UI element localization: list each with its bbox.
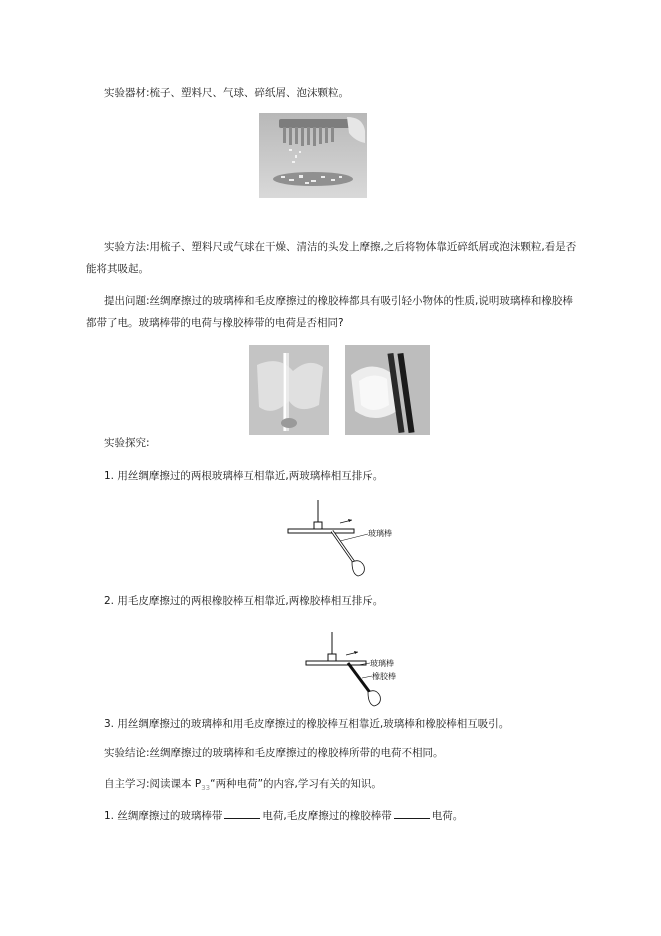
glass-rods-photo (249, 345, 329, 435)
step2-text: 2. 用毛皮摩擦过的两根橡胶棒互相靠近,两橡胶棒相互排斥。 (104, 595, 384, 607)
fill-blank-1[interactable] (224, 808, 260, 819)
figure-glass-rods (282, 500, 392, 584)
materials-text: 实验器材:梳子、塑料尺、气球、碎纸屑、泡沫颗粒。 (104, 87, 350, 99)
question-paragraph: 提出问题:丝绸摩擦过的玻璃棒和毛皮摩擦过的橡胶棒都具有吸引轻小物体的性质,说明玻璃棒和橡胶棒都带了电。玻璃棒带的电荷与橡胶棒带的电荷是否相同? (86, 295, 573, 329)
comb-photo (259, 113, 367, 198)
method-paragraph: 实验方法:用梳子、塑料尺或气球在干燥、清洁的头发上摩擦,之后将物体靠近碎纸屑或泡沫颗粒,看是否能将其吸起。 (86, 241, 577, 275)
page-number-subscript: 33 (201, 784, 211, 793)
self-study-text: 自主学习:阅读课本 $P_{33}“$两种电荷”的内容,学习有关的知识。 (104, 778, 382, 793)
question1-text: 1. 丝绸摩擦过的玻璃棒带 电荷,毛皮摩擦过的橡胶棒带 电荷。 (104, 810, 464, 822)
rubber-rods-photo (345, 345, 430, 435)
glass-rod-label-2: 玻璃棒 (370, 659, 394, 668)
glass-rod-label: 玻璃棒 (368, 529, 392, 538)
conclusion-text: 实验结论:丝绸摩擦过的玻璃棒和毛皮摩擦过的橡胶棒所带的电荷不相同。 (104, 747, 444, 759)
rubber-rod-label: 橡胶棒 (372, 672, 396, 681)
step3-text: 3. 用丝绸摩擦过的玻璃棒和用毛皮摩擦过的橡胶棒互相靠近,玻璃棒和橡胶棒相互吸引。 (104, 718, 510, 730)
figure-glass-and-rubber-rods (302, 632, 402, 712)
explore-heading: 实验探究: (104, 437, 150, 449)
step1-text: 1. 用丝绸摩擦过的两根玻璃棒互相靠近,两玻璃棒相互排斥。 (104, 470, 384, 482)
fill-blank-2[interactable] (394, 808, 430, 819)
